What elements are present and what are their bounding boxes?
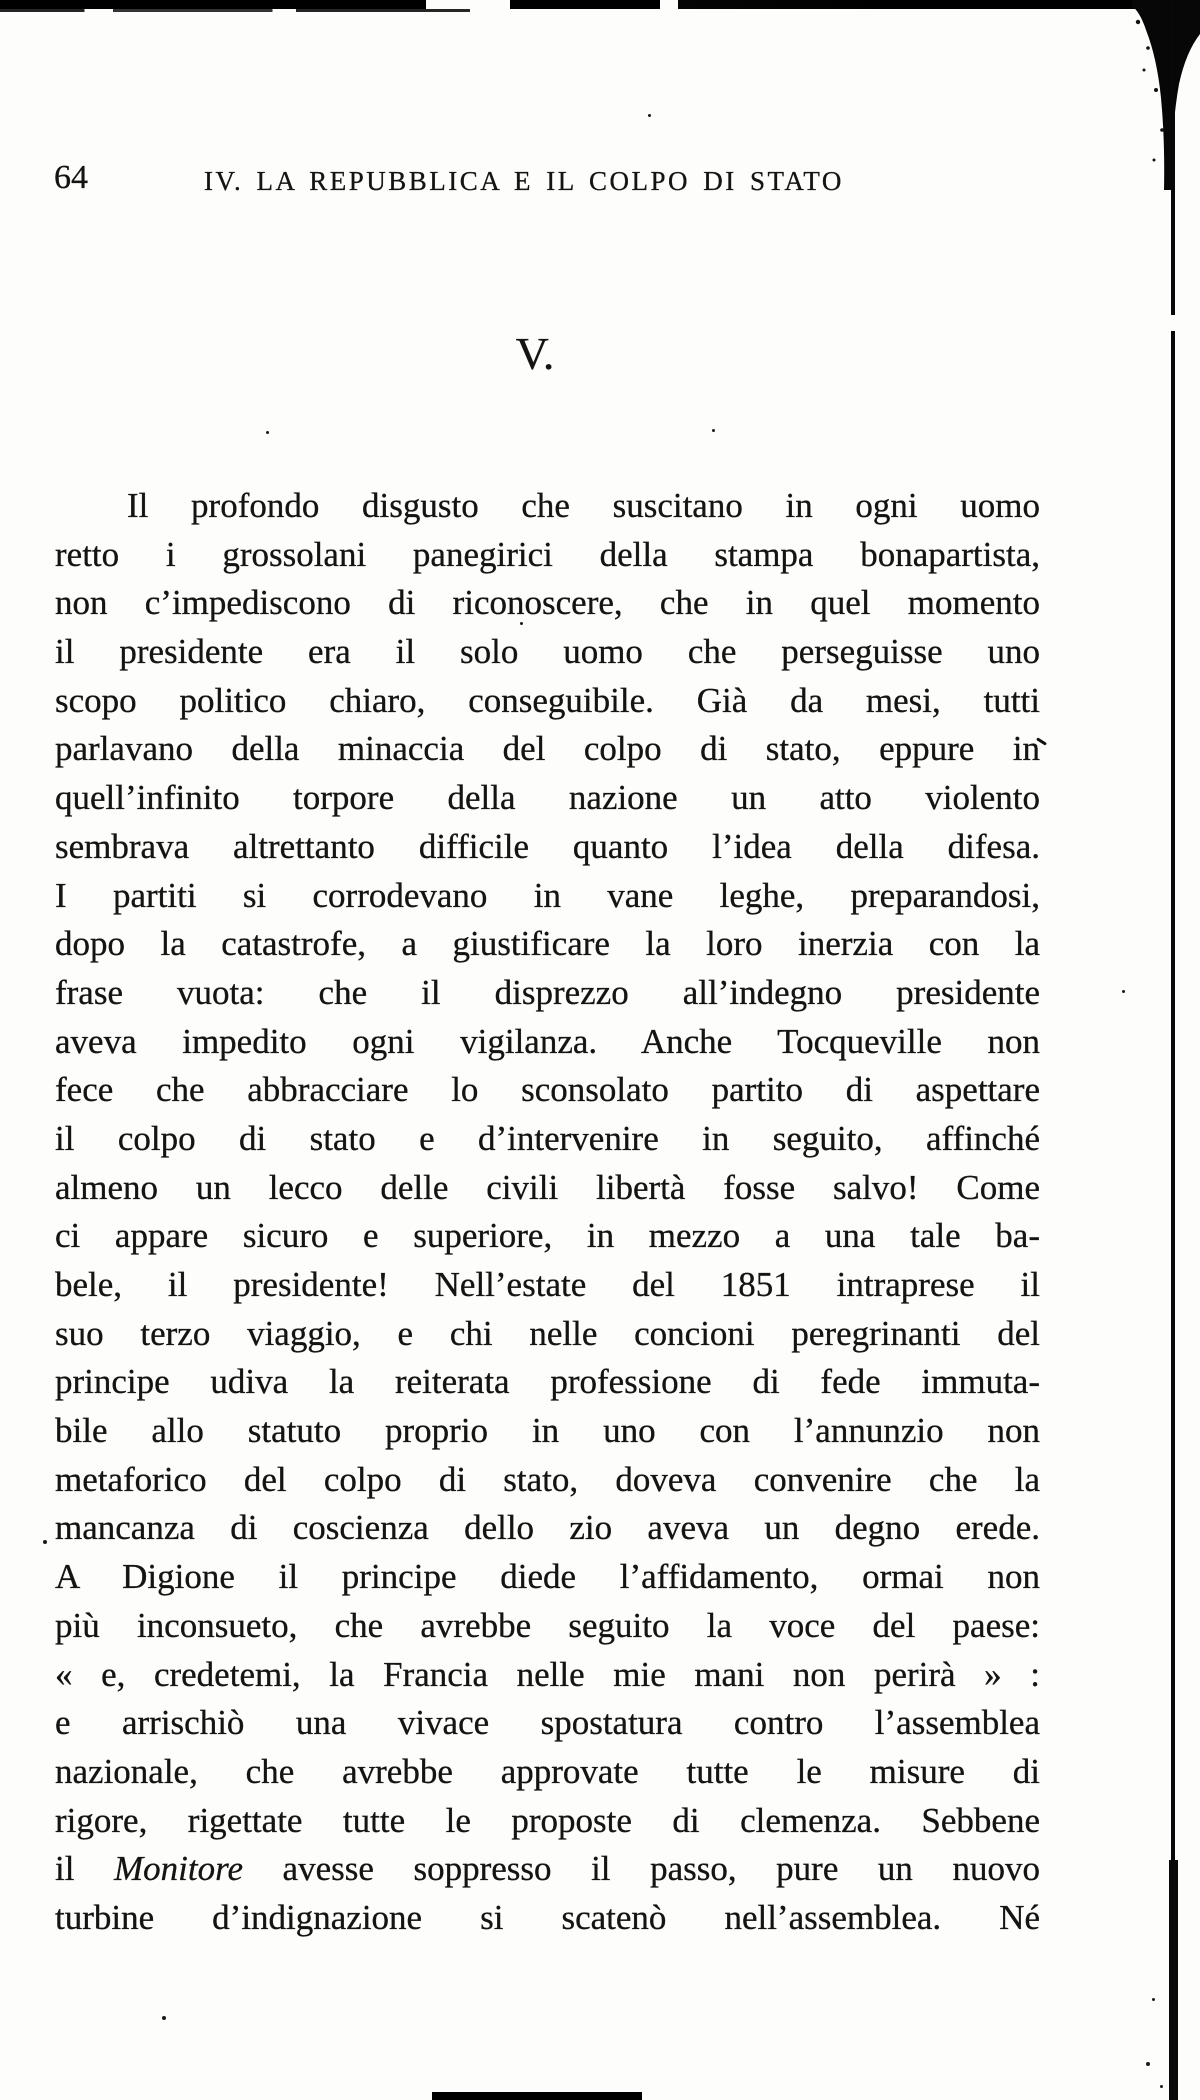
text-line: bile allo statuto proprio in uno con l’annunzio non: [55, 1411, 1040, 1451]
text-line: « e, credetemi, la Francia nelle mie mani non perirà » :: [55, 1654, 1040, 1694]
scan-right-line-artifact: [1169, 1860, 1178, 2100]
text-line: I partiti si corrodevano in vane leghe, preparandosi,: [55, 875, 1040, 915]
text-line: rigore, rigettate tutte le proposte di clemenza. Sebbene: [55, 1800, 1040, 1840]
text-line: fece che abbracciare lo sconsolato partito di aspettare: [55, 1070, 1040, 1110]
text-line: principe udiva la reiterata professione di fede immuta-: [55, 1362, 1040, 1402]
scan-speck: [1146, 2062, 1150, 2066]
text-line: retto i grossolani panegirici della stampa bonapartista,: [55, 534, 1040, 574]
text-line: mancanza di coscienza dello zio aveva un degno erede.: [55, 1508, 1040, 1548]
running-header-title: IV. LA REPUBBLICA E IL COLPO DI STATO: [204, 166, 844, 196]
scan-right-line-gap: [1168, 315, 1178, 331]
scan-speck: [162, 2016, 166, 2020]
text-line: A Digione il principe diede l’affidamento, ormai non: [55, 1557, 1040, 1597]
scan-speck: [1122, 990, 1125, 993]
scan-speck: [1152, 1998, 1155, 2001]
text-segment: avesse soppresso il passo, pure un nuovo: [242, 1849, 1040, 1889]
page-number: 64: [54, 159, 88, 196]
text-line-with-italic: [55, 1845, 1040, 1894]
text-line: almeno un lecco delle civili libertà fosse salvo! Come: [55, 1167, 1040, 1207]
text-line: bele, il presidente! Nell’estate del 1851 intraprese il: [55, 1265, 1040, 1304]
text-line: più inconsueto, che avrebbe seguito la voce del paese:: [55, 1605, 1040, 1645]
scan-top-edge-artifact: [0, 9, 470, 12]
scan-speck: [712, 429, 715, 432]
section-heading: V.: [515, 328, 555, 379]
scan-speck: [648, 114, 651, 117]
book-title-italic: Monitore: [114, 1849, 243, 1889]
text-line: il presidente era il solo uomo che perseguisse uno: [55, 632, 1040, 672]
text-line: scopo politico chiaro, conseguibile. Già da mesi, tutti: [55, 680, 1040, 720]
scan-top-edge-artifact: [0, 0, 1200, 9]
body-text-block: [55, 482, 1040, 1943]
text-segment: il: [55, 1849, 115, 1889]
text-line: aveva impedito ogni vigilanza. Anche Tocqueville non: [55, 1021, 1040, 1061]
text-line: suo terzo viaggio, e chi nelle concioni peregrinanti del: [55, 1313, 1040, 1353]
text-line: Il profondo disgusto che suscitano in ogni uomo: [127, 486, 1040, 525]
text-line: e arrischiò una vivace spostatura contro l’assemblea: [55, 1703, 1040, 1743]
text-line: non c’impediscono di riconoscere, che in quel momento: [55, 583, 1040, 623]
text-line: quell’infinito torpore della nazione un atto violento: [55, 778, 1040, 818]
text-line: il colpo di stato e d’intervenire in seguito, affinché: [55, 1118, 1040, 1158]
scan-bottom-edge-artifact: [432, 2092, 642, 2100]
scan-speck: [266, 431, 269, 434]
text-line: dopo la catastrofe, a giustificare la loro inerzia con la: [55, 924, 1040, 964]
text-line: turbine d’indignazione si scatenò nell’assemblea. Né: [55, 1897, 1040, 1937]
text-line: metaforico del colpo di stato, doveva convenire che la: [55, 1459, 1040, 1499]
scan-speck: [43, 1540, 47, 1544]
text-line: nazionale, che avrebbe approvate tutte le misure di: [55, 1751, 1040, 1791]
text-line: ci appare sicuro e superiore, in mezzo a una tale ba-: [55, 1216, 1040, 1256]
text-line: parlavano della minaccia del colpo di stato, eppure in: [55, 729, 1040, 769]
text-line: sembrava altrettanto difficile quanto l’idea della difesa.: [55, 826, 1040, 866]
ink-blot-top-right: [1118, 0, 1200, 190]
text-line: frase vuota: che il disprezzo all’indegno presidente: [55, 972, 1040, 1012]
scan-speck: [1160, 2085, 1163, 2088]
